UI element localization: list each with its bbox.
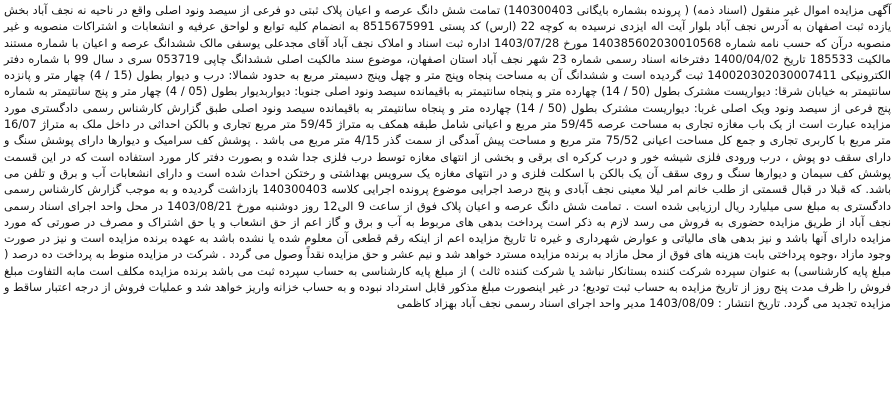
notice-body-text: آگهی مزایده اموال غیر منقول (اسناد ذمه) ( پرونده بشماره بایگانی 140300403) تمامت شش دانگ عرصه و اعیان پلاک ثبتی دو فرعی از سیصد ونود اصلی واقع در ناحیه نه نجف آباد بخش یازده ثبت اصفهان به آدرس نجف آباد بلوار آیت اله ایزدی نرسیده به کوچه 22 (ارس) کد پستی 8515675991 به انضمام کلیه توابع و لواحق عرفیه و انشعابات و اشتراکات منصوبه و غیر منصوبه درآن که حسب نامه شماره 140385602030010568 مورخ 1403/07/28 اداره ثبت اسناد و املاک نجف آباد آقای مجدعلی یوسفی مالک ششدانگ عرصه و اعیان با شماره مستند مالکیت 185533 تاریخ 1400/04/02 دفترخانه اسناد رسمی شماره 23 شهر نجف آباد استان اصفهان، موضوع سند مالکیت اصلی ششدانگ چاپی 053719 سری د سال 99 با شماره دفتر الکترونیکی 140020302030007411 ثبت گردیده است و ششدانگ آن به مساحت پنجاه وپنج متر و چهل وپنج دسیمتر مربع به حدود شمالا: درب و دیوار بطول (15 / 4) چهار متر و پانزده سانتیمتر به خیابان شرقا: دیواریست مشترک بطول (50 / 14) چهارده متر و پنجاه سانتیمتر به باقیمانده سیصد ونود اصلی جنوبا: دیواربدیوار بطول (05 / 4) چهار متر و پنج سانتیمتر به شماره پنج فرعی از سیصد ونود ویک اصلی غربا: دیواریست مشترک بطول (50 / 14) چهارده متر و پنجاه سانتیمتر به باقیمانده سیصد ونود اصلی طبق گزارش کارشناس رسمی دادگستری مورد مزایده عبارت است از یک باب مغازه تجاری به مساحت عرصه 59/45 متر مربع و اعیانی شامل طبقه همکف به متراژ 59/45 متر مربع تجاری و بالکن احداثی در داخل ملک به متراژ 16/07 متر مربع با کاربری تجاری و جمع کل مساحت اعیانی 75/52 متر مربع و مساحت پیش آمدگی از سمت گذر 4/15 متر مربع می باشد . پوشش کف سرامیک و دیوارها دارای پوشش سنگ و دارای سقف دو پوش ، درب ورودی فلزی شیشه خور و درب کرکره ای برقی و بخشی از انتهای مغازه توسط درب فلزی جدا شده و بصورت دفتر کار مورد استفاده است که در این قسمت پوشش کف سیمان و دیوارها سنگ و روی سقف آن یک بالکن با اسکلت فلزی و در انتهای مغازه یک سرویس بهداشتی و رختکن احداث شده است و دارای انشعابات آب و برق و تلفن می باشد. که قبلا در قبال قسمتی از طلب خانم امر لیلا معینی نجف آبادی و پنج درصد اجرایی موضوع پرونده اجرایی کلاسه 140300403 بازداشت گردیده و به موجب گزارش کارشناس رسمی دادگستری به مبلغ سی میلیارد ریال ارزیابی شده است . تمامت شش دانگ عرصه و اعیان پلاک فوق از ساعت 9 الی12 روز دوشنبه مورخ 1403/08/21 در محل واحد اجرای اسناد رسمی نجف آباد از طریق مزایده حضوری به فروش می رسد لازم به ذکر است پرداخت بدهی های مربوط به آب و برق و گاز اعم از حق انشعاب و یا حق اشتراک و مصرف در صورتی که مورد مزایده دارای آنها باشد و نیز بدهی های مالیاتی و عوارض شهرداری و غیره تا تاریخ مزایده اعم از اینکه رقم قطعی آن معلوم شده یا نشده باشد به عهده برنده مزایده است و نیز در صورت وجود مازاد ،وجوه پرداختی بابت هزینه های فوق از محل مازاد به برنده مزایده مسترد خواهد شد و نیم عشر و حق مزایده نقداً وصول می گردد . شرکت در مزایده منوط به پرداخت ده درصد ( مبلغ پایه کارشناسی) به عنوان سپرده شرکت کننده بستانکار نباشد یا شرکت کننده ثالث ) از مبلغ پایه کارشناسی به حساب سپرده ثبت می باشد برنده مزایده مکلف است مابه التفاوت مبلغ فروش را ظرف مدت پنج روز از تاریخ مزایده به حساب ثبت تودیع؛ در غیر اینصورت مبلغ مذکور قابل استرداد نبوده و به حساب خزانه واریز خواهد شد و عملیات فروش از درجه اعتبار ساقط و مزایده تجدید می گردد. تاریخ انتشار : 1403/08/09 مدیر واحد اجرای اسناد رسمی نجف آباد بهزاد کاظمی	[4, 4, 892, 311]
auction-notice	[4, 3, 891, 313]
